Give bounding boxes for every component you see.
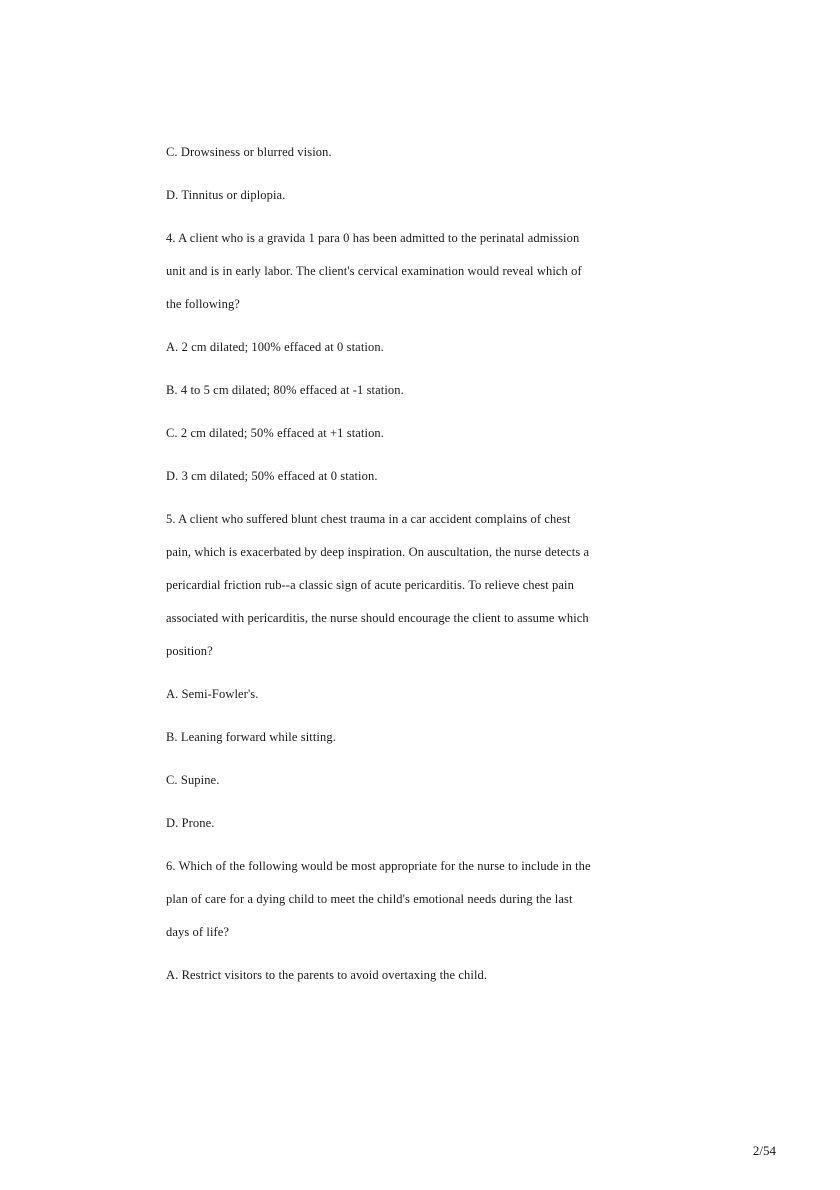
page-number: 2/54 [752,1143,776,1158]
question-4-text: unit and is in early labor. The client's cervical examination would reveal which of [166,264,582,278]
question-6-text: plan of care for a dying child to meet the child's emotional needs during the last [166,892,573,906]
option-text: D. Prone. [166,816,215,830]
question-5-text: pericardial friction rub--a classic sign of acute pericarditis. To relieve chest pain [166,578,574,592]
option-text: A. Semi-Fowler's. [166,687,259,701]
option-text: B. Leaning forward while sitting. [166,730,336,744]
question-6-text: days of life? [166,925,230,939]
question-5-text: pain, which is exacerbated by deep inspiration. On auscultation, the nurse detects a [166,545,590,559]
question-6-text: 6. Which of the following would be most appropriate for the nurse to include in the [166,859,591,873]
question-5-text: position? [166,644,213,658]
question-4-text: the following? [166,297,240,311]
option-text: B. 4 to 5 cm dilated; 80% effaced at -1 station. [166,383,404,397]
question-5-text: associated with pericarditis, the nurse should encourage the client to assume which [166,611,589,625]
question-4-text: 4. A client who is a gravida 1 para 0 has been admitted to the perinatal admission [166,231,580,245]
page-content [166,142,666,985]
option-text: C. Drowsiness or blurred vision. [166,145,332,159]
option-text: D. Tinnitus or diplopia. [166,188,286,202]
option-text: C. Supine. [166,773,220,787]
question-5-text: 5. A client who suffered blunt chest trauma in a car accident complains of chest [166,512,571,526]
option-text: C. 2 cm dilated; 50% effaced at +1 station. [166,426,385,440]
option-text: A. Restrict visitors to the parents to avoid overtaxing the child. [166,968,488,982]
option-text: D. 3 cm dilated; 50% effaced at 0 station. [166,469,378,483]
option-text: A. 2 cm dilated; 100% effaced at 0 station. [166,340,384,354]
